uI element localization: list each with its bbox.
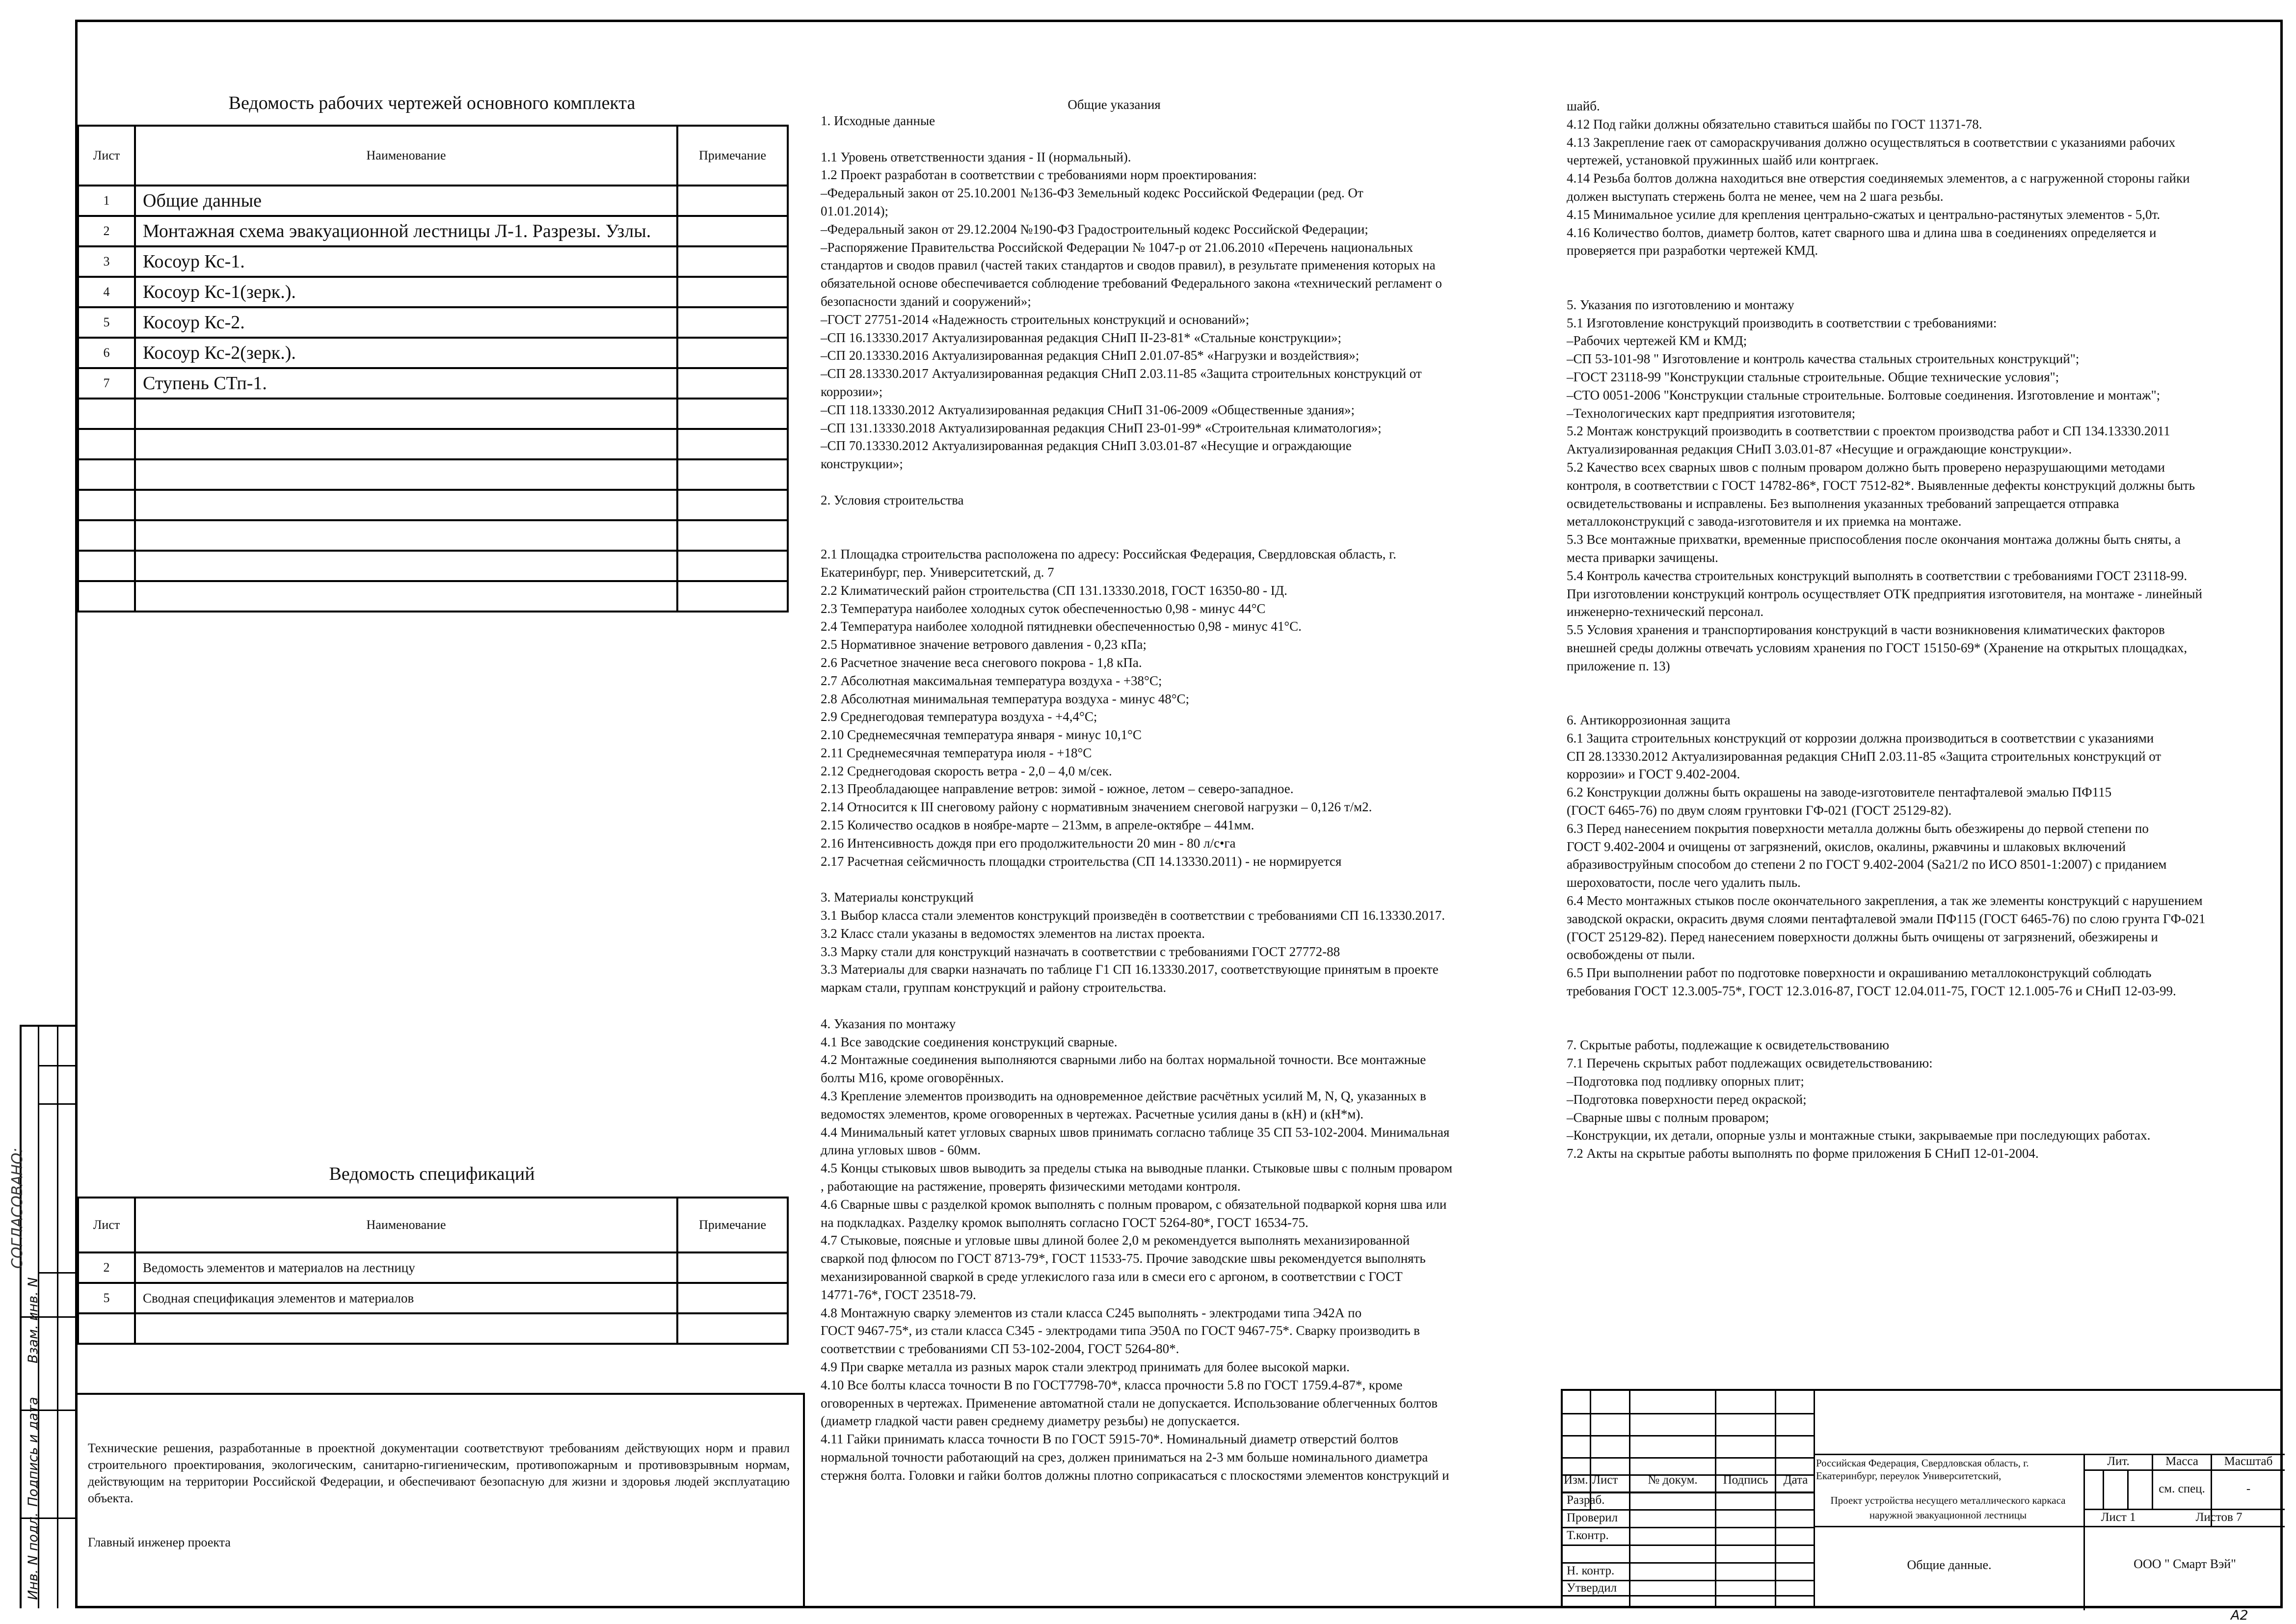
note-line: проверяется при разработки чертежей КМД.	[1567, 243, 1818, 258]
note-line: –СТО 0051-2006 "Конструкции стальные строительные. Болтовые соединения. Изготовление и монтаж";	[1567, 387, 2161, 402]
note-line: внешней среды должны отвечать условиям хранения по ГОСТ 15150-69* (Хранение на открытых площадках,	[1567, 640, 2188, 655]
note-line: 6.2 Конструкции должны быть окрашены на заводе-изготовителе пентафталевой эмалью ПФ115	[1567, 785, 2112, 800]
note-line: 5.4 Контроль качества строительных конструкций выполнять в соответствии с требованиями ГОСТ 23118-99.	[1567, 568, 2188, 583]
note-line	[821, 997, 1522, 1015]
scale-label: Масштаб	[2224, 1455, 2273, 1468]
note-line: –Конструкции, их детали, опорные узлы и монтажные стыки, закрываемые при последующих работах.	[1567, 1128, 2151, 1143]
left-sidebar	[9, 1025, 75, 1608]
note-line: Екатеринбург, пер. Университетский, д. 7	[821, 564, 1054, 580]
note-line: 1.2 Проект разработан в соответствии с требованиями норм проектирования:	[821, 167, 1257, 183]
note-line: 4.10 Все болты класса точности В по ГОСТ7798-70*, класса прочности 5.8 по ГОСТ 1759.4-87*, кроме	[821, 1377, 1403, 1392]
note-line: 4.12 Под гайки должны обязательно ставиться шайбы по ГОСТ 11371-78.	[1567, 116, 1982, 132]
table-row: 6 Косоур Кс-2(зерк.).	[78, 338, 788, 368]
note-line: ГОСТ 9467-75*, из стали класса С345 - электродами типа Э50А по ГОСТ 9467-75*. Сварку производить в	[821, 1323, 1420, 1338]
note-line: нормальной точности работающий на срез, должен приниматься на 2-3 мм больше номинального диаметра	[821, 1449, 1428, 1464]
note-line: обязательной основе обеспечивается соблюдение требований Федерального закона «технический регламент о	[821, 276, 1442, 291]
note-line: СП 28.13330.2012 Актуализированная редакция СНиП 2.03.11-85 «Защита строительных конструкций от	[1567, 748, 2162, 764]
role-norm-control: Н. контр.	[1567, 1564, 1615, 1577]
note-line: –Подготовка поверхности перед окраской;	[1567, 1092, 1807, 1107]
note-line: 5.5 Условия хранения и транспортирования конструкций в части возникновения климатических факторов	[1567, 622, 2165, 638]
sheet-list-title: Ведомость рабочих чертежей основного комплекта	[228, 93, 636, 113]
note-line: 2. Условия строительства	[821, 492, 964, 507]
note-line: 2.15 Количество осадков в ноябре-марте – 213мм, в апреле-октябре – 441мм.	[821, 818, 1255, 833]
note-line	[821, 509, 1522, 528]
note-line: –СП 131.13330.2018 Актуализированная редакция СНиП 23-01-99* «Строительная климатология»;	[821, 420, 1382, 435]
note-line: 4.14 Резьба болтов должна находиться вне отверстия соединяемых элементов, а с нагруженной стороны гайки	[1567, 171, 2190, 186]
sheet-number: Лист 1	[2101, 1511, 2136, 1524]
note-line: 5.2 Качество всех сварных швов с полным проваром должно быть проверено неразрушающими методами	[1567, 459, 2165, 475]
notes-column-1	[821, 112, 1522, 1483]
note-line: 3.3 Марку стали для конструкций назначать в соответствии с требованиями ГОСТ 27772-88	[821, 944, 1340, 959]
note-line: 7. Скрытые работы, подлежащие к освидетельствованию	[1567, 1038, 1890, 1053]
note-line: 2.1 Площадка строительства расположена по адресу: Российская Федерация, Свердловская область, г.	[821, 547, 1396, 562]
note-line	[1567, 260, 2273, 278]
compliance-statement: Технические решения, разработанные в проектной документации соответствуют требованиям действующих норм и правил строительного проектирования, экологическим, санитарно-гигиеническим, противопожарным и противовзрывным нормам, действующим на территории Российской Федерации, и обеспечивают безопасную для жизни и здоровья людей эксплуатацию объекта.	[88, 1441, 790, 1505]
note-line: коррозии»;	[821, 384, 883, 399]
note-line: 4.15 Минимальное усилие для крепления центрально-сжатых и центрально-растянутых элементов - 5,0т.	[1567, 207, 2161, 222]
note-line	[1567, 693, 2273, 711]
note-line: 2.8 Абсолютная минимальная температура воздуха - минус 48°С;	[821, 691, 1190, 706]
note-line: При изготовлении конструкций контроль осуществляет ОТК предприятия изготовителя, на монтаже - линейный	[1567, 586, 2202, 601]
note-line: 4.13 Закрепление гаек от самораскручивания должно осуществляться в соответствии с указаниями рабочих	[1567, 134, 2176, 150]
note-line: 6.4 Место монтажных стыков после окончательного закрепления, а так же элементы конструкций с нарушением	[1567, 893, 2203, 908]
note-line	[1567, 675, 2273, 693]
object-address: Российская Федерация, Свердловская область, г. Екатеринбург, переулок Университетский,	[1816, 1457, 2029, 1482]
company-name: ООО " Смарт Вэй"	[2134, 1557, 2236, 1571]
title-block	[1561, 1389, 2283, 1608]
note-line: механизированной сваркой в среде углекислого газа или в смеси его с аргоном, в соответствии с ГОСТ	[821, 1269, 1403, 1284]
note-line: контроля, в соответствии с ГОСТ 14782-86*, ГОСТ 7512-82*. Выявленные дефекты конструкций должны быть	[1567, 478, 2195, 493]
note-line: 3.1 Выбор класса стали элементов конструкций произведён в соответствии с требованиями СП 16.13330.2017.	[821, 908, 1445, 923]
note-line: места приварки зачищены.	[1567, 550, 1718, 565]
note-line: –Технологических карт предприятия изготовителя;	[1567, 405, 1856, 421]
note-line: (ГОСТ 6465-76) по двум слоям грунтовки ГФ-021 (ГОСТ 25129-82).	[1567, 803, 1952, 818]
table-row: 2 Ведомость элементов и материалов на лестницу	[78, 1252, 788, 1283]
note-line: стандартов и сводов правил (частей таких стандартов и сводов правил), в результате применения которых на	[821, 258, 1436, 273]
note-line: 2.16 Интенсивность дождя при его продолжительности 20 мин - 80 л/с•га	[821, 835, 1236, 851]
note-line	[821, 870, 1522, 888]
note-line: –СП 28.13330.2017 Актуализированная редакция СНиП 2.03.11-85 «Защита строительных конструкций от	[821, 366, 1422, 381]
table-row: 3 Косоур Кс-1.	[78, 246, 788, 277]
note-line: –Рабочих чертежей КМ и КМД;	[1567, 333, 1747, 348]
note-line: 6.1 Защита строительных конструкций от коррозии должна производиться в соответствии с указаниями	[1567, 730, 2154, 745]
note-line: 4.8 Монтажную сварку элементов из стали класса С245 выполнять - электродами типа Э42А по	[821, 1305, 1362, 1320]
note-line: соответствии с требованиями СП 53-102-2004, ГОСТ 5264-80*.	[821, 1341, 1179, 1357]
note-line: 7.2 Акты на скрытые работы выполнять по форме приложения Б СНиП 12-01-2004.	[1567, 1146, 2039, 1161]
note-line: –СП 118.13330.2012 Актуализированная редакция СНиП 31-06-2009 «Общественные здания»;	[821, 402, 1355, 417]
note-line: 3.2 Класс стали указаны в ведомостях элементов на листах проекта.	[821, 926, 1205, 941]
note-line: –СП 53-101-98 " Изготовление и контроль качества стальных строительных конструкций";	[1567, 351, 2080, 367]
note-line: –Распоряжение Правительства Российской Федерации № 1047-р от 21.06.2010 «Перечень национальных	[821, 240, 1413, 255]
sign-date-label: Подпись и дата	[26, 1397, 41, 1507]
note-line: –Федеральный закон от 29.12.2004 №190-ФЗ Градостроительный кодекс Российской Федерации;	[821, 221, 1368, 237]
note-line: 2.14 Относится к III снеговому району с нормативным значением снеговой нагрузки – 0,126 т/м2.	[821, 799, 1372, 815]
mass-label: Масса	[2165, 1455, 2198, 1468]
note-line: болты М16, кроме оговорённых.	[821, 1070, 1004, 1086]
note-line: –СП 70.13330.2012 Актуализированная редакция СНиП 3.03.01-87 «Несущие и ограждающие	[821, 438, 1352, 453]
stamp-col-doc: № докум.	[1648, 1473, 1698, 1487]
role-developed: Разраб.	[1567, 1493, 1605, 1507]
stamp-col-date: Дата	[1783, 1473, 1808, 1487]
statement-box	[75, 1393, 805, 1608]
lit-label: Лит.	[2107, 1455, 2130, 1468]
role-tech-control: Т.контр.	[1567, 1529, 1609, 1542]
note-line: чертежей, установкой пружинных шайб или контргаек.	[1567, 153, 1879, 168]
note-line: 6.3 Перед нанесением покрытия поверхности металла должны быть обезжирены до первой степени по	[1567, 821, 2149, 836]
note-line	[821, 527, 1522, 545]
note-line: приложение п. 13)	[1567, 658, 1670, 673]
note-line: ГОСТ 9.402-2004 и очищены от загрязнений, окислов, окалины, ржавчины и шлаковых включений	[1567, 839, 2126, 854]
note-line: 2.17 Расчетная сейсмичность площадки строительства (СП 14.13330.2011) - не нормируется	[821, 853, 1342, 869]
notes-title: Общие указания	[1068, 97, 1161, 112]
note-line: 1. Исходные данные	[821, 113, 935, 128]
note-line: конструкции»;	[821, 456, 903, 472]
note-line: 5. Указания по изготовлению и монтажу	[1567, 297, 1794, 312]
note-line: –ГОСТ 23118-99 "Конструкции стальные строительные. Общие технические условия";	[1567, 369, 2059, 384]
note-line: 4.7 Стыковые, поясные и угловые швы длиной более 2,0 м рекомендуется выполнять механизированной	[821, 1233, 1410, 1248]
chief-engineer-label: Главный инженер проекта	[88, 1535, 231, 1549]
note-line: требования ГОСТ 12.3.005-75*, ГОСТ 12.3.016-87, ГОСТ 12.04.011-75, ГОСТ 12.1.005-76 и СНиП 12-03-99.	[1567, 984, 2176, 999]
note-line: 1.1 Уровень ответственности здания - II (нормальный).	[821, 149, 1131, 164]
format-label: А2	[2231, 1608, 2248, 1623]
note-line: коррозии» и ГОСТ 9.402-2004.	[1567, 767, 1740, 782]
note-line: 5.3 Все монтажные прихватки, временные приспособления после окончания монтажа должны быть сняты, а	[1567, 532, 2181, 547]
inv-original-label: Инв. N подл.	[26, 1512, 41, 1600]
spec-list-table	[77, 1197, 789, 1345]
note-line: 4.9 При сварке металла из разных марок стали электрод принимать для более высокой марки.	[821, 1359, 1350, 1374]
spec-col-header-name: Наименование	[135, 1198, 677, 1252]
col-header-name: Наименование	[135, 126, 677, 186]
stamp-col-list: Лист	[1592, 1473, 1618, 1487]
scale-value: -	[2246, 1482, 2251, 1495]
note-line: 5.2 Монтаж конструкций производить в соответствии с проектом производства работ и СП 134.13330.2011	[1567, 424, 2170, 439]
note-line: (ГОСТ 25129-82). Перед нанесением поверхности должны быть очищены от загрязнений, обезжирены и	[1567, 929, 2158, 944]
note-line: 4.1 Все заводские соединения конструкций сварные.	[821, 1034, 1118, 1049]
note-line: –ГОСТ 27751-2014 «Надежность строительных конструкций и оснований»;	[821, 312, 1250, 327]
table-row: 5 Косоур Кс-2.	[78, 307, 788, 338]
sheet-total: Листов 7	[2195, 1511, 2243, 1524]
note-line: 6.5 При выполнении работ по подготовке поверхности и окрашиванию металлоконструкций соблюдать	[1567, 965, 2152, 981]
note-line: шайб.	[1567, 99, 1600, 113]
note-line: 14771-76*, ГОСТ 23518-79.	[821, 1287, 976, 1302]
note-line: 4.5 Концы стыковых швов выводить за пределы стыка на выводные планки. Стыковые швы с полным проваром	[821, 1161, 1453, 1176]
sheet-name: Общие данные.	[1907, 1558, 1992, 1572]
note-line: –Сварные швы с полным проваром;	[1567, 1110, 1769, 1125]
note-line: 4.3 Крепление элементов производить на одновременное действие расчётных усилий M, N, Q, указанных в	[821, 1089, 1426, 1104]
note-line: на подкладках. Разделку кромок выполнять согласно ГОСТ 5264-80*, ГОСТ 16534-75.	[821, 1215, 1308, 1230]
note-line: 3. Материалы конструкций	[821, 890, 974, 905]
note-line: длина угловых швов - 60мм.	[821, 1143, 981, 1158]
table-row: 7 Ступень СТп-1.	[78, 368, 788, 399]
note-line: , работающие на растяжение, проверять физическими методами контроля.	[821, 1179, 1241, 1194]
note-line: 4.4 Минимальный катет угловых сварных швов принимать согласно таблице 35 СП 53-102-2004. Минимальная	[821, 1124, 1450, 1140]
note-line: 4.6 Сварные швы с разделкой кромок выполнять с полным проваром, с обязательной подваркой корня шва или	[821, 1197, 1447, 1212]
note-line: 2.5 Нормативное значение ветрового давления - 0,23 кПа;	[821, 637, 1147, 652]
note-line	[821, 473, 1522, 491]
note-line: 2.13 Преобладающее направление ветров: зимой - южное, летом – северо-западное.	[821, 781, 1294, 797]
sheet-list-table	[77, 125, 789, 612]
note-line: безопасности зданий и сооружений»;	[821, 293, 1031, 309]
note-line: 7.1 Перечень скрытых работ подлежащих освидетельствованию:	[1567, 1056, 1933, 1071]
note-line: заводской окраски, окрасить двумя слоями пентафталевой эмали ПФ115 (ГОСТ 6465-76) по слою грунта ГФ-021	[1567, 911, 2206, 926]
note-line: абразивоструйным способом до степени 2 по ГОСТ 9.402-2004 (Sa21/2 по ИСО 8501-1:2007) с приданием	[1567, 857, 2167, 872]
note-line: маркам стали, группам конструкций и району строительства.	[821, 980, 1167, 995]
note-line: 2.6 Расчетное значение веса снегового покрова - 1,8 кПа.	[821, 655, 1142, 670]
spec-col-header-sheet: Лист	[78, 1198, 135, 1252]
table-row: 5 Сводная спецификация элементов и материалов	[78, 1283, 788, 1313]
note-line: металлоконструкций с завода-изготовителя и их приемка на монтаже.	[1567, 514, 1962, 529]
note-line: 2.11 Среднемесячная температура июля - +18°С	[821, 745, 1092, 760]
agreed-label: СОГЛАСОВАНО:	[9, 1147, 26, 1269]
project-name: Проект устройства несущего металлического каркаса наружной эвакуационной лестницы	[1830, 1494, 2066, 1521]
mass-value: см. спец.	[2159, 1482, 2205, 1495]
replace-inv-label: Взам. инв. N	[26, 1277, 41, 1363]
note-line: 2.2 Климатический район строительства (СП 131.13330.2018, ГОСТ 16350-80 - IД.	[821, 583, 1287, 598]
note-line: инженерно-технический персонал.	[1567, 604, 1764, 619]
note-line: 2.4 Температура наиболее холодной пятидневки обеспеченностью 0,98 - минус 41°С.	[821, 619, 1302, 634]
spec-list-title: Ведомость спецификаций	[329, 1164, 535, 1184]
note-line: 4.11 Гайки принимать класса точности В по ГОСТ 5915-70*. Номинальный диаметр отверстий болтов	[821, 1432, 1398, 1447]
note-line: 4.2 Монтажные соединения выполняются сварными либо на болтах нормальной точности. Все монтажные	[821, 1052, 1426, 1067]
note-line: освидетельствованы и исправлены. Без выполнения указанных требований запрещается отправка	[1567, 496, 2119, 511]
col-header-note: Примечание	[677, 126, 788, 186]
note-line: –СП 20.13330.2016 Актуализированная редакция СНиП 2.01.07-85* «Нагрузки и воздействия»;	[821, 348, 1360, 363]
note-line	[1567, 1000, 2273, 1018]
note-line: 01.01.2014);	[821, 203, 888, 218]
note-line: оговоренных в чертежах. Применение автоматной стали не допускается. Использование облегченных болтов	[821, 1395, 1438, 1411]
note-line: должен выступать стержень болта не менее, чем на 2 шага резьбы.	[1567, 188, 1944, 204]
note-line: (диаметр гладкой части равен среднему диаметру резьбы) не допускается.	[821, 1413, 1240, 1429]
note-line	[1567, 278, 2273, 296]
note-line: шероховатости, после чего удалить пыль.	[1567, 875, 1801, 890]
spec-col-header-note: Примечание	[677, 1198, 788, 1252]
notes-column-2	[1567, 97, 2273, 1354]
note-line	[821, 130, 1522, 148]
note-line: 2.9 Среднегодовая температура воздуха - +4,4°С;	[821, 709, 1097, 724]
role-approved: Утвердил	[1567, 1581, 1617, 1595]
role-checked: Проверил	[1567, 1511, 1618, 1524]
note-line: 2.7 Абсолютная максимальная температура воздуха - +38°С;	[821, 673, 1162, 688]
note-line: 2.3 Температура наиболее холодных суток обеспеченностью 0,98 - минус 44°С	[821, 601, 1266, 616]
stamp-col-izm: Изм.	[1564, 1473, 1588, 1487]
note-line: стержня болта. Головки и гайки болтов должны плотно соприкасаться с плоскостями элементов конструкций и	[821, 1467, 1449, 1483]
table-row: 2 Монтажная схема эвакуационной лестницы Л-1. Разрезы. Узлы.	[78, 216, 788, 246]
note-line: –Федеральный закон от 25.10.2001 №136-ФЗ Земельный кодекс Российской Федерации (ред. От	[821, 186, 1363, 201]
note-line	[1567, 1018, 2273, 1037]
note-line: Актуализированная редакция СНиП 3.03.01-87 «Несущие и ограждающие конструкции».	[1567, 442, 2072, 457]
table-row: 4 Косоур Кс-1(зерк.).	[78, 277, 788, 307]
stamp-col-sign: Подпись	[1723, 1473, 1768, 1487]
note-line: –СП 16.13330.2017 Актуализированная редакция СНиП II-23-81* «Стальные конструкции»;	[821, 330, 1342, 345]
note-line: сваркой под флюсом по ГОСТ 8713-79*, ГОСТ 11533-75. Прочие заводские швы рекомендуется выполнять	[821, 1251, 1426, 1266]
note-line: 4.16 Количество болтов, диаметр болтов, катет сварного шва и длина шва в соединениях определяется и	[1567, 225, 2157, 240]
table-row: 1 Общие данные	[78, 186, 788, 216]
col-header-sheet: Лист	[78, 126, 135, 186]
note-line: 5.1 Изготовление конструкций производить в соответствии с требованиями:	[1567, 315, 1997, 330]
note-line: –Подготовка под подливку опорных плит;	[1567, 1074, 1804, 1089]
note-line: 3.3 Материалы для сварки назначать по таблице Г1 СП 16.13330.2017, соответствующие принятым в проекте	[821, 962, 1439, 977]
note-line: 4. Указания по монтажу	[821, 1016, 956, 1031]
note-line: 2.12 Среднегодовая скорость ветра - 2,0 – 4,0 м/сек.	[821, 763, 1112, 778]
note-line: освобождены от пыли.	[1567, 947, 1695, 962]
note-line: 2.10 Среднемесячная температура января - минус 10,1°С	[821, 727, 1142, 743]
note-line: ведомостях элементов, кроме оговоренных в чертежах. Расчетные усилия даны в (кН) и (кН*м).	[821, 1106, 1364, 1121]
note-line: 6. Антикоррозионная защита	[1567, 713, 1731, 728]
